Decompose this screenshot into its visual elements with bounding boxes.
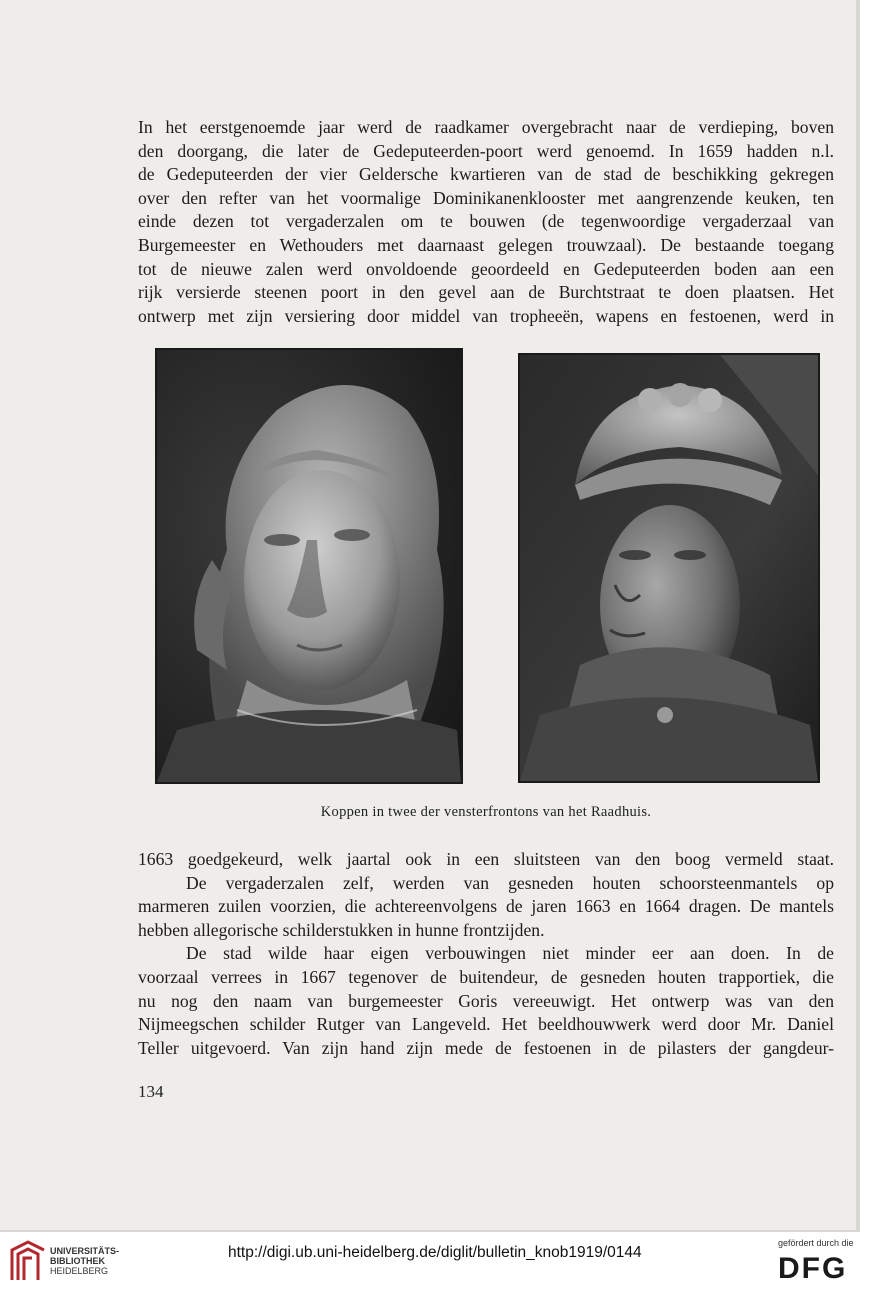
permalink-url[interactable]: http://digi.ub.uni-heidelberg.de/diglit/bulletin_knob1919/0144 [228,1244,642,1261]
text-line: tot de nieuwe zalen werd onvoldoende geoordeeld en Gedeputeerden boden aan een [138,258,834,279]
figure-caption: Koppen in twee der vensterfrontons van het Raadhuis. [320,804,652,820]
text-line: voorzaal verrees in 1667 tegenover de buitendeur, de gesneden houten trapportiek, die [138,966,834,987]
text-line: ontwerp met zijn versiering door middel van tropheeën, wapens en festoenen, werd in [138,305,834,326]
text-line: Nijmeegschen schilder Rutger van Langeveld. Het beeldhouwwerk werd door Mr. Daniel [138,1014,834,1035]
text-line: Burgemeester en Wethouders met daarnaast gelegen trouwzaal). De bestaande toegang [138,234,834,255]
text-line: Teller uitgevoerd. Van zijn hand zijn mede de festoenen in de pilasters der gangdeur- [138,1037,834,1058]
dfg-logo[interactable]: DFG [778,1252,848,1285]
text-line: 1663 goedgekeurd, welk jaartal ook in een sluitsteen van den boog vermeld staat. [138,849,834,869]
funded-by-label: gefördert durch die [778,1238,854,1248]
library-line-3: HEIDELBERG [50,1266,109,1276]
text-line: hebben allegorische schilderstukken in hunne frontzijden. [138,919,545,940]
library-line-2: BIBLIOTHEK [50,1256,105,1266]
text-line: nu nog den naam van burgemeester Goris vereeuwigt. Het ontwerp was van den [138,990,834,1011]
photo-helmeted-head-sculpture [518,353,820,783]
text-line: De vergaderzalen zelf, werden van gesneden houten schoorsteenmantels op [186,872,834,893]
paragraph-top [138,116,834,328]
university-library-logo-icon[interactable] [8,1240,48,1284]
text-line: In het eerstgenoemde jaar werd de raadkamer overgebracht naar de verdieping, boven [138,117,834,137]
viewer-footer [0,1232,875,1294]
text-line: einde dezen tot vergaderzalen om te bouwen (de tegenwoordige vergaderzaal van [138,211,834,232]
text-line: den doorgang, die later de Gedeputeerden-poort werd genoemd. In 1659 hadden n.l. [138,140,834,161]
text-line: marmeren zuilen voorzien, die achtereenvolgens de jaren 1663 en 1664 dragen. De mantels [138,896,834,917]
text-line: de Gedeputeerden der vier Geldersche kwartieren van de stad de beschikking gekregen [138,164,834,185]
page-number: 134 [138,1082,164,1101]
text-line: over den refter van het voormalige Dominikanenklooster met aangrenzende keuken, ten [138,187,834,208]
university-library-name [50,1246,119,1276]
paragraph-bottom [138,848,834,1060]
library-line-1: UNIVERSITÄTS- [50,1246,120,1256]
text-line: rijk versierde steenen poort in den gevel aan de Burchtstraat te doen plaatsen. Het [138,282,834,303]
text-line: De stad wilde haar eigen verbouwingen niet minder eer aan doen. In de [186,943,834,964]
photo-female-head-sculpture [155,348,463,784]
